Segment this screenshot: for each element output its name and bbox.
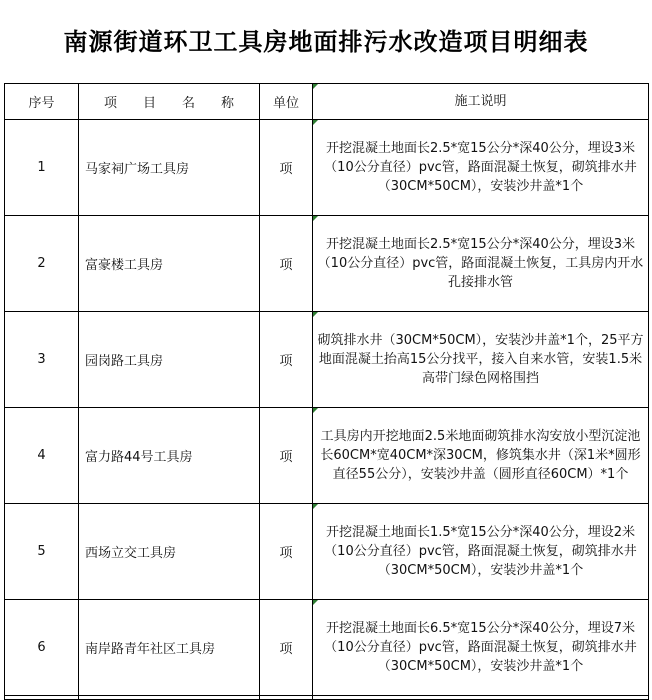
row-desc-text: 开挖混凝土地面长1.5*宽15公分*深40公分，埋设2米（10公分直径）pvc管，路面混凝土恢复，砌筑排水井（30CM*50CM），安装沙井盖*1个 — [324, 525, 637, 578]
row-name: 马家祠广场工具房 — [79, 120, 260, 216]
row-unit: 项 — [260, 312, 313, 408]
row-desc — [313, 312, 649, 408]
row-name: 富力路44号工具房 — [79, 408, 260, 504]
row-desc-text: 砌筑排水井（30CM*50CM），安装沙井盖*1个，25平方地面混凝土抬高15公分找平，接入自来水管，安装1.5米高带门绿色网格围挡 — [317, 333, 644, 386]
row-desc — [313, 504, 649, 600]
row-name: 富豪楼工具房 — [79, 216, 260, 312]
row-index: 3 — [5, 312, 79, 408]
row-desc — [313, 408, 649, 504]
row-desc — [313, 120, 649, 216]
cell-marker-icon — [313, 312, 318, 317]
cell-marker-icon — [313, 84, 318, 89]
cell-marker-icon — [313, 408, 318, 413]
row-index: 6 — [5, 600, 79, 696]
row-desc-text: 工具房内开挖地面2.5米地面砌筑排水沟安放小型沉淀池长60CM*宽40CM*深30CM，修筑集水井（深1米*圆形直径55公分），安装沙井盖（圆形直径60CM）*1个 — [320, 429, 641, 482]
row-unit: 项 — [260, 408, 313, 504]
header-desc — [313, 84, 649, 120]
row-unit: 项 — [260, 504, 313, 600]
cell-marker-icon — [313, 120, 318, 125]
row-desc-text: 开挖混凝土地面长2.5*宽15公分*深40公分，埋设3米（10公分直径）pvc管，路面混凝土恢复，工具房内开水孔接排水管 — [317, 237, 644, 290]
row-unit: 项 — [260, 216, 313, 312]
row-name: 西场立交工具房 — [79, 504, 260, 600]
table-row — [5, 312, 649, 408]
row-desc — [313, 600, 649, 696]
table-header-row — [5, 84, 649, 120]
header-index: 序号 — [5, 84, 79, 120]
cell-marker-icon — [313, 600, 318, 605]
header-name: 项 目 名 称 — [79, 84, 260, 120]
project-table — [4, 83, 649, 700]
table-row — [5, 408, 649, 504]
row-desc — [313, 216, 649, 312]
header-unit: 单位 — [260, 84, 313, 120]
row-unit: 项 — [260, 120, 313, 216]
row-desc-text: 开挖混凝土地面长2.5*宽15公分*深40公分，埋设3米（10公分直径）pvc管，路面混凝土恢复，砌筑排水井（30CM*50CM），安装沙井盖*1个 — [324, 141, 637, 194]
row-index: 5 — [5, 504, 79, 600]
cell-marker-icon — [313, 504, 318, 509]
cell-marker-icon — [313, 216, 318, 221]
header-desc-label: 施工说明 — [454, 94, 507, 109]
table-row — [5, 120, 649, 216]
row-desc-text: 开挖混凝土地面长6.5*宽15公分*深40公分，埋设7米（10公分直径）pvc管，路面混凝土恢复，砌筑排水井（30CM*50CM），安装沙井盖*1个 — [324, 621, 637, 674]
row-index: 4 — [5, 408, 79, 504]
row-unit: 项 — [260, 600, 313, 696]
row-index: 2 — [5, 216, 79, 312]
row-index: 1 — [5, 120, 79, 216]
page-title: 南源街道环卫工具房地面排污水改造项目明细表 — [63, 27, 589, 56]
table-row — [5, 504, 649, 600]
table-row — [5, 600, 649, 696]
table-row — [5, 216, 649, 312]
row-name: 园岗路工具房 — [79, 312, 260, 408]
row-name: 南岸路青年社区工具房 — [79, 600, 260, 696]
